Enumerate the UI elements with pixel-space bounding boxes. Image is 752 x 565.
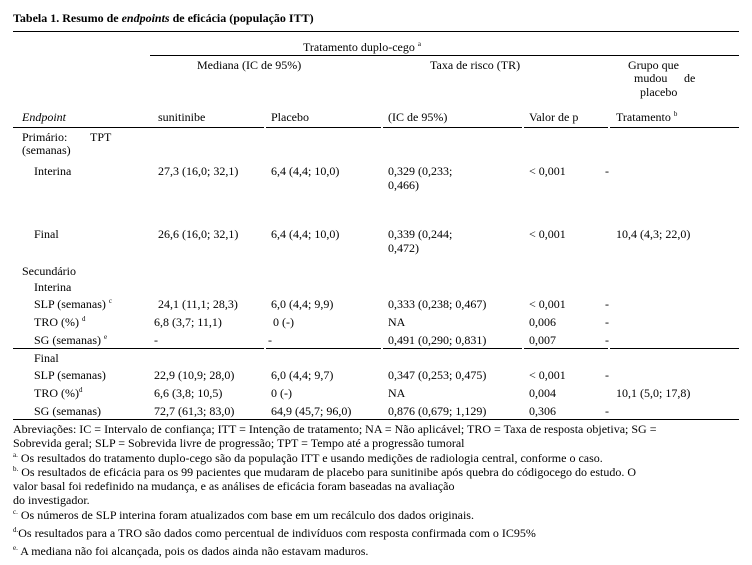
sec-interim-row-1-sunitinib: 24,1 (11,1; 28,3)	[158, 297, 238, 311]
sec-interim-row-2-sunitinib: 6,8 (3,7; 11,1)	[154, 315, 222, 329]
title-suffix: de eficácia (população ITT)	[169, 11, 314, 25]
sec-interim-row-3-label-text: SG (semanas)	[34, 333, 101, 347]
primary-final-hr-line1: 0,339 (0,244;	[388, 227, 453, 241]
footnote-e	[13, 544, 368, 558]
sec-interim-row-1-hr: 0,333 (0,238; 0,467)	[388, 297, 487, 311]
footnote-b-line1-text: Os resultados de eficácia para os 99 pacientes que mudaram de placebo para sunitinibe após quebra do códigocego do estudo. O	[21, 465, 637, 479]
primary-label-c: (semanas)	[22, 143, 71, 157]
group-rule	[150, 55, 739, 56]
sec-final-row-1-sunitinib: 22,9 (10,9; 28,0)	[154, 368, 235, 382]
sec-final-row-2-label-text: TRO (%)	[34, 386, 79, 400]
primary-interim-placebo: 6,4 (4,4; 10,0)	[271, 164, 340, 178]
primary-final-placebo: 6,4 (4,4; 10,0)	[271, 227, 340, 241]
footnote-c	[13, 508, 474, 522]
header-rule-1	[13, 127, 150, 128]
header-group-main-sup: a	[417, 40, 421, 48]
sec-final-row-3-treatment: -	[605, 404, 609, 418]
sec-final-row-2-placebo: 0 (-)	[271, 386, 292, 400]
sec-interim-row-3-hr: 0,491 (0,290; 0,831)	[388, 333, 487, 347]
header-group-main-text: Tratamento duplo-cego	[303, 40, 415, 54]
sec-interim-row-2-p: 0,006	[529, 315, 556, 329]
header-rule-2	[150, 127, 264, 128]
top-rule	[13, 31, 739, 32]
sec-interim-row-1-placebo: 6,0 (4,4; 9,9)	[271, 297, 334, 311]
footnote-b-line3: do investigador.	[13, 493, 90, 507]
title-italic: endpoints	[121, 11, 170, 25]
sec-final-row-3-hr: 0,876 (0,679; 1,129)	[388, 404, 487, 418]
sec-final-row-3-p: 0,306	[529, 404, 556, 418]
footnote-abbrev-line1: Abreviações: IC = Intervalo de confiança; ITT = Intenção de tratamento; NA = Não aplicável; TRO = Taxa de resposta objetiva; SG =	[13, 422, 657, 436]
sec-interim-row-3-treatment: -	[605, 333, 609, 347]
footnote-b-line1	[13, 465, 636, 479]
footnote-d-text: Os resultados para a TRO são dados como percentual de indivíduos com resposta confirmada com o IC95%	[18, 526, 536, 540]
primary-final-hr-line2: 0,472)	[388, 241, 419, 255]
footnote-b-mark: b.	[13, 465, 19, 473]
sec-interim-row-3-sunitinib: -	[154, 333, 158, 347]
sec-final-row-3-label-text: SG (semanas)	[34, 404, 101, 418]
header-treatment-sup: b	[673, 110, 678, 118]
footnote-abbrev-line2: Sobrevida geral; SLP = Sobrevida livre de progressão; TPT = Tempo até a progressão tumoral	[13, 436, 465, 450]
sec-interim-row-2-treatment: -	[605, 315, 609, 329]
mid-rule-1	[13, 348, 150, 349]
bottom-rule	[13, 419, 739, 420]
footnote-a-text: Os resultados do tratamento duplo-cego são da população ITT e usando medições de radiologia central, conforme o caso.	[20, 451, 603, 465]
footnote-e-text: A mediana não foi alcançada, pois os dados ainda não estavam maduros.	[20, 544, 369, 558]
mid-rule-4	[383, 348, 522, 349]
footnote-d	[13, 526, 536, 540]
secondary-label: Secundário	[22, 264, 76, 278]
primary-interim-sunitinib: 27,3 (16,0; 32,1)	[158, 164, 239, 178]
footnote-b-line2: valor basal foi redefinido na mudança, e as análises de eficácia foram baseadas na avaliação	[13, 479, 455, 493]
primary-label-a: Primário:	[22, 130, 68, 144]
footnote-e-mark: e.	[13, 544, 18, 552]
header-rule-5	[524, 127, 608, 128]
sec-final-row-2-p: 0,004	[529, 386, 556, 400]
sec-final-row-3-label	[34, 404, 101, 418]
sec-interim-row-2-label-text: TRO (%)	[34, 315, 79, 329]
header-rule-3	[266, 127, 381, 128]
primary-interim-hr-line2: 0,466)	[388, 178, 419, 192]
secondary-final-label: Final	[34, 351, 59, 365]
sec-final-row-2-label	[34, 386, 83, 400]
footnote-c-mark: c.	[13, 508, 18, 516]
header-crossover-line2a: mudou	[634, 71, 668, 85]
sec-interim-row-1-label	[34, 297, 112, 311]
mid-rule-3	[266, 348, 381, 349]
header-sunitinib: sunitinibe	[158, 110, 206, 124]
secondary-interim-label: Interina	[34, 280, 72, 294]
mid-rule-2	[150, 348, 264, 349]
sec-interim-row-3-placebo: -	[268, 333, 272, 347]
sec-final-row-3-placebo: 64,9 (45,7; 96,0)	[271, 404, 352, 418]
sec-interim-row-2-placebo: 0 (-)	[273, 315, 294, 329]
sec-interim-row-1-label-text: SLP (semanas)	[34, 297, 106, 311]
sec-final-row-3-sunitinib: 72,7 (61,3; 83,0)	[154, 404, 235, 418]
header-group-main	[303, 40, 421, 54]
sec-final-row-1-placebo: 6,0 (4,4; 9,7)	[271, 368, 334, 382]
footnote-c-text: Os números de SLP interina foram atualizados com base em um recálculo dos dados originais.	[20, 508, 474, 522]
sec-interim-row-1-p: < 0,001	[529, 297, 566, 311]
header-crossover-line2b: de	[684, 71, 696, 85]
table-title	[13, 11, 314, 25]
sec-interim-row-3-sup: e	[103, 333, 108, 341]
sec-final-row-2-sunitinib: 6,6 (3,8; 10,5)	[154, 386, 223, 400]
header-treatment-text: Tratamento	[616, 110, 671, 124]
sec-interim-row-2-label	[34, 315, 86, 329]
primary-interim-label: Interina	[34, 164, 72, 178]
sec-interim-row-2-sup: d	[82, 315, 86, 323]
sec-final-row-1-p: < 0,001	[529, 368, 566, 382]
footnote-a	[13, 451, 603, 465]
sec-interim-row-3-label	[34, 333, 107, 347]
header-crossover-line3: placebo	[640, 85, 678, 99]
sec-final-row-1-label	[34, 368, 106, 382]
header-rule-6	[610, 127, 739, 128]
title-prefix: Tabela 1. Resumo de	[13, 11, 122, 25]
sec-final-row-1-hr: 0,347 (0,253; 0,475)	[388, 368, 487, 382]
header-treatment	[616, 110, 677, 124]
header-crossover-line1: Grupo que	[628, 58, 679, 72]
sec-final-row-2-hr: NA	[388, 386, 406, 400]
primary-final-sunitinib: 26,6 (16,0; 32,1)	[158, 227, 239, 241]
mid-rule-6	[610, 348, 739, 349]
sec-final-row-1-treatment: -	[605, 368, 609, 382]
header-median-group: Mediana (IC de 95%)	[197, 58, 302, 72]
sec-interim-row-1-sup: c	[108, 297, 112, 305]
primary-final-label: Final	[34, 227, 59, 241]
header-rule-4	[383, 127, 522, 128]
mid-rule-5	[524, 348, 608, 349]
primary-interim-p: < 0,001	[529, 164, 566, 178]
primary-interim-treatment: -	[605, 164, 609, 178]
header-hr-group: Taxa de risco (TR)	[430, 58, 521, 72]
primary-label-b: TPT	[90, 130, 112, 144]
primary-final-p: < 0,001	[529, 227, 566, 241]
header-placebo: Placebo	[271, 110, 309, 124]
sec-interim-row-2-hr: NA	[388, 315, 406, 329]
footnote-d-mark: d.	[13, 526, 19, 534]
sec-final-row-2-treatment: 10,1 (5,0; 17,8)	[616, 386, 691, 400]
sec-interim-row-1-treatment: -	[605, 297, 609, 311]
primary-final-treatment: 10,4 (4,3; 22,0)	[616, 227, 691, 241]
footnote-a-mark: a.	[13, 451, 18, 459]
sec-interim-row-3-p: 0,007	[529, 333, 556, 347]
header-ci: (IC de 95%)	[388, 110, 448, 124]
sec-final-row-1-label-text: SLP (semanas)	[34, 368, 106, 382]
primary-interim-hr-line1: 0,329 (0,233;	[388, 164, 453, 178]
header-endpoint: Endpoint	[22, 110, 66, 124]
header-p: Valor de p	[529, 110, 579, 124]
sec-final-row-2-sup: d	[79, 386, 83, 394]
